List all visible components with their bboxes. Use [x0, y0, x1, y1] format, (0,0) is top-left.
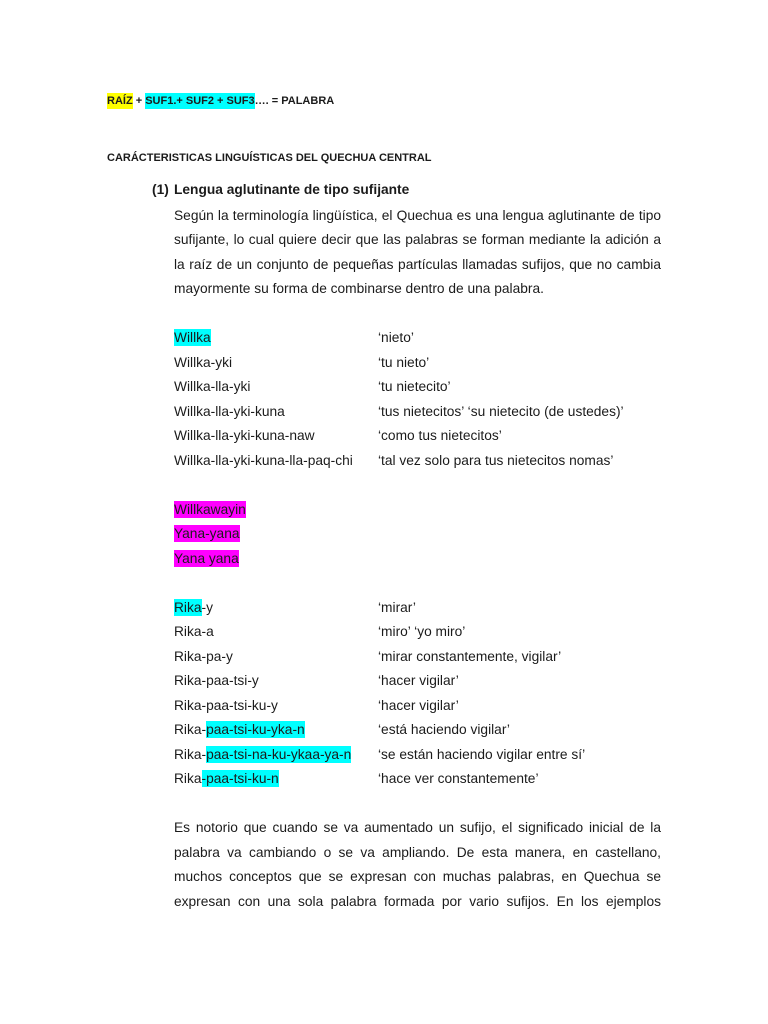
- example-gloss: ‘hacer vigilar’: [378, 697, 459, 713]
- example-gloss: ‘como tus nietecitos’: [378, 428, 502, 444]
- example-row: [174, 596, 661, 621]
- term-before: Rika-: [174, 722, 207, 738]
- example-row: [174, 694, 661, 719]
- example-row: [174, 669, 661, 694]
- example-row: [174, 375, 661, 400]
- term-highlight: paa-tsi-na-ku-ykaa-ya-n: [206, 746, 352, 762]
- term-highlight: -paa-tsi-ku-n: [201, 771, 279, 787]
- spacer: [174, 792, 661, 817]
- highlighted-word-line: [174, 522, 661, 547]
- example-term: Rika-a: [174, 624, 214, 640]
- conclusion-paragraph: [174, 816, 661, 914]
- paragraph-line: sufijante, lo cual quiere decir que las palabras se forman mediante la adición a: [174, 232, 661, 248]
- spacer: [174, 571, 661, 596]
- example-term: [174, 596, 378, 621]
- term-before: Rika-: [174, 746, 207, 762]
- highlighted-word-line: [174, 547, 661, 572]
- example-gloss: ‘está haciendo vigilar’: [378, 722, 510, 738]
- example-term: Rika-pa-y: [174, 648, 233, 664]
- example-gloss: ‘hace ver constantemente’: [378, 771, 539, 787]
- example-term: [174, 326, 378, 351]
- rika-examples-table: [174, 596, 661, 792]
- example-row: [174, 449, 661, 474]
- spacer: [174, 302, 661, 327]
- example-gloss: ‘nieto’: [378, 330, 414, 346]
- example-gloss: ‘tu nietecito’: [378, 379, 451, 395]
- highlighted-words: [174, 498, 661, 572]
- item-title: Lengua aglutinante de tipo sufijante: [174, 181, 410, 197]
- paragraph-line: Según la terminología lingüística, el Quechua es una lengua aglutinante de tipo: [174, 207, 661, 223]
- spacer: [174, 473, 661, 498]
- example-row: [174, 326, 661, 351]
- example-term: [174, 743, 378, 768]
- highlighted-word-line: [174, 498, 661, 523]
- example-term: Rika-paa-tsi-ku-y: [174, 697, 278, 713]
- paragraph-line: palabra va cambiando o se va ampliando. De esta manera, en castellano,: [174, 844, 661, 860]
- document-body: [174, 204, 661, 915]
- paragraph-line: la raíz de un conjunto de pequeñas partículas llamadas sufijos, que no cambia: [174, 256, 661, 272]
- example-gloss: ‘miro’ ‘yo miro’: [378, 624, 466, 640]
- highlighted-word: Yana yana: [174, 550, 239, 566]
- formula-result: …. = PALABRA: [254, 95, 335, 107]
- formula-root: RAÍZ: [107, 95, 133, 107]
- willka-examples-table: [174, 326, 661, 473]
- formula-suffixes: SUF1.+ SUF2 + SUF3: [145, 95, 255, 107]
- example-gloss: ‘hacer vigilar’: [378, 673, 459, 689]
- term-before: Rika: [174, 771, 202, 787]
- item-number: (1): [152, 181, 169, 197]
- example-gloss: ‘mirar’: [378, 599, 416, 615]
- example-row: [174, 400, 661, 425]
- formula-plus: +: [132, 95, 146, 107]
- term-highlight: Willka: [174, 330, 211, 346]
- example-row: [174, 424, 661, 449]
- intro-paragraph: [174, 204, 661, 302]
- example-term: [174, 767, 378, 792]
- term-highlight: Rika: [174, 599, 202, 615]
- example-gloss: ‘mirar constantemente, vigilar’: [378, 648, 562, 664]
- example-term: Willka-lla-yki-kuna-naw: [174, 428, 315, 444]
- example-row: [174, 620, 661, 645]
- example-term: Willka-lla-yki-kuna-lla-paq-chi: [174, 452, 353, 468]
- example-term: Rika-paa-tsi-y: [174, 673, 259, 689]
- paragraph-line: mayormente su forma de combinarse dentro de una palabra.: [174, 281, 544, 297]
- paragraph-line: expresan con una sola palabra formada por vario sufijos. En los ejemplos: [174, 893, 661, 909]
- highlighted-word: Yana-yana: [174, 526, 240, 542]
- example-gloss: ‘tal vez solo para tus nietecitos nomas’: [378, 452, 614, 468]
- example-gloss: ‘tu nieto’: [378, 354, 430, 370]
- example-term: Willka-lla-yki-kuna: [174, 403, 285, 419]
- example-row: [174, 743, 661, 768]
- item-heading: [152, 178, 409, 203]
- paragraph-line: muchos conceptos que se expresan con muchas palabras, en Quechua se: [174, 869, 661, 885]
- term-highlight: paa-tsi-ku-yka-n: [206, 722, 305, 738]
- example-term: Willka-lla-yki: [174, 379, 251, 395]
- example-row: [174, 718, 661, 743]
- section-title: CARÁCTERISTICAS LINGUÍSTICAS DEL QUECHUA CENTRAL: [107, 152, 432, 164]
- example-row: [174, 645, 661, 670]
- paragraph-line: Es notorio que cuando se va aumentado un sufijo, el significado inicial de la: [174, 820, 661, 836]
- example-row: [174, 351, 661, 376]
- example-row: [174, 767, 661, 792]
- example-gloss: ‘se están haciendo vigilar entre sí’: [378, 746, 586, 762]
- term-after: -y: [201, 599, 213, 615]
- example-term: Willka-yki: [174, 354, 233, 370]
- highlighted-word: Willkawayin: [174, 501, 246, 517]
- example-term: [174, 718, 378, 743]
- formula-line: [107, 94, 334, 108]
- example-gloss: ‘tus nietecitos’ ‘su nietecito (de ustedes)’: [378, 403, 624, 419]
